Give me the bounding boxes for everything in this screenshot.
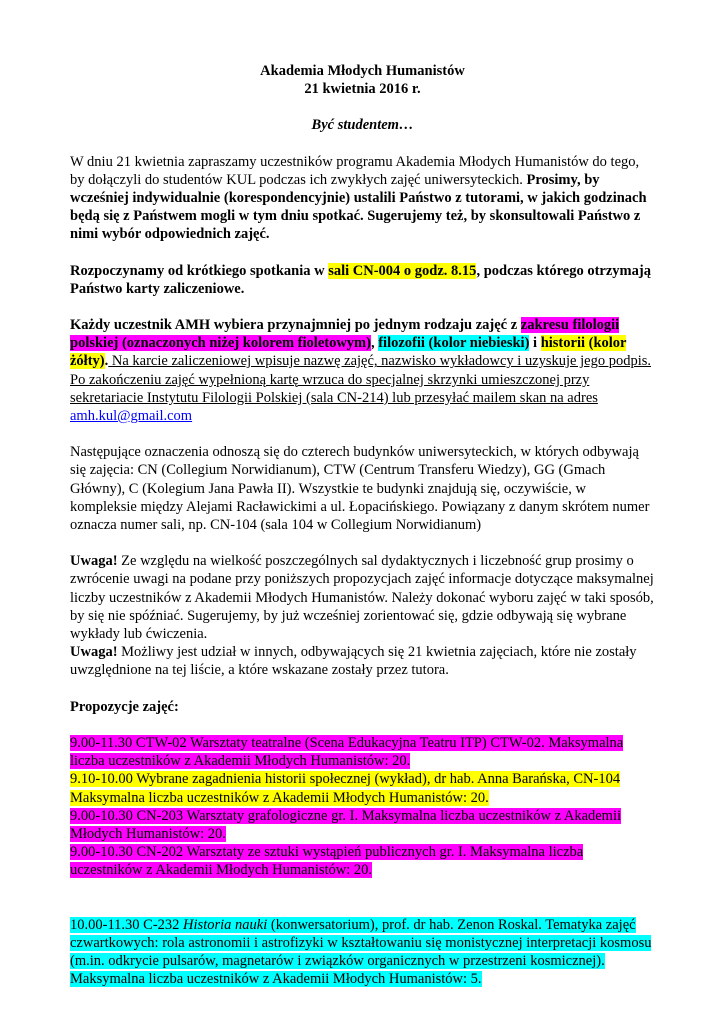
intro-text: W dniu 21 kwietnia zapraszamy uczestników programu Akademia Młodych Humanistów do tego, by dołączyli do studentów KUL podczas ich zwykłych zajęć uniwersyteckich. bbox=[70, 153, 640, 188]
proposal-item bbox=[70, 843, 655, 879]
note-paragraph-1 bbox=[70, 552, 655, 643]
document-date: 21 kwietnia 2016 r. bbox=[304, 81, 421, 98]
proposal-text: 9.00-10.30 CN-203 Warsztaty grafologiczne gr. I. Maksymalna liczba uczestników z Akademii Młodych Humanistów: 20. bbox=[70, 807, 622, 842]
note-label-2: Uwaga! bbox=[70, 644, 118, 661]
philosophy-highlight: filozofii (kolor niebieski) bbox=[378, 335, 530, 352]
history-highlight: historii (kolor żółty) bbox=[70, 335, 627, 370]
intro-paragraph bbox=[70, 153, 655, 244]
note-paragraph-2 bbox=[70, 643, 655, 679]
proposal-item bbox=[70, 807, 655, 843]
proposal-item bbox=[70, 770, 655, 806]
choice-period: . bbox=[104, 353, 109, 370]
meeting-paragraph bbox=[70, 262, 655, 298]
intro-bold-text: Prosimy, by wcześniej indywidualnie (korespondencyjnie) ustalili Państwo z tutorami, w jakich godzinach będą się z Państwem mogli w tym dniu spotkać. Sugerujemy też, by skonsultowali Państwo z nimi wybór odpowiednich zajęć. bbox=[70, 171, 647, 243]
note-text-1: Ze względu na wielkość poszczególnych sal dydaktycznych i liczebność grup prosimy o zwrócenie uwagi na podane przy poniższych propozycjach zajęć informacje dotyczące maksymalnej liczby uczestników z Akademii Młodych Humanistów. Należy dokonać wyboru zajęć w taki sposób, by się nie spóźniać. Sugerujemy, by już wcześniej zorientować się, gdzie odbywają się wybrane wykłady lub ćwiczenia. bbox=[70, 553, 654, 643]
meeting-after: , podczas którego otrzymają Państwo karty zaliczeniowe. bbox=[70, 262, 651, 297]
choice-comma: , bbox=[370, 335, 379, 352]
proposal-text: 9.10-10.00 Wybrane zagadnienia historii społecznej (wykład), dr hab. Anna Barańska, CN-104 Maksymalna liczba uczestników z Akademii Młodych Humanistów: 20. bbox=[70, 771, 621, 806]
proposals-heading: Propozycje zajęć: bbox=[70, 698, 179, 715]
proposal-item-history-of-science bbox=[70, 916, 655, 989]
proposal-text: 9.00-11.30 CTW-02 Warsztaty teatralne (Scena Edukacyjna Teatru ITP) CTW-02. Maksymalna liczba uczestników z Akademii Młodych Humanistów: 20. bbox=[70, 734, 624, 770]
document-page bbox=[70, 62, 655, 988]
choice-and: i bbox=[529, 335, 541, 352]
email-link[interactable]: amh.kul@gmail.com bbox=[70, 408, 193, 425]
choice-intro: Każdy uczestnik AMH wybiera przynajmniej po jednym rodzaju zajęć z bbox=[70, 317, 521, 334]
philology-highlight: zakresu filologii polskiej (oznaczonych niżej kolorem fioletowym) bbox=[70, 317, 620, 352]
proposal-item bbox=[70, 734, 655, 770]
proposal-prefix: 10.00-11.30 C-232 bbox=[70, 916, 184, 933]
note-label-1: Uwaga! bbox=[70, 553, 118, 570]
proposal-details: (konwersatorium), prof. dr hab. Zenon Roskal. Tematyka zajęć czwartkowych: rola astronomii i astrofizyki w kształtowaniu się monistycznej interpretacji kosmosu (m.in. odkrycie pulsarów, magnetarów i związków organicznych w przestrzeni kosmicznej). Maksymalna liczba uczestników z Akademii Młodych Humanistów: 5. bbox=[70, 916, 652, 988]
choice-paragraph bbox=[70, 316, 655, 425]
buildings-paragraph: Następujące oznaczenia odnoszą się do czterech budynków uniwersyteckich, w których odbywają się zajęcia: CN (Collegium Norwidianum), CTW (Centrum Transferu Wiedzy), GG (Gmach Główny), C (Kolegium Jana Pawła II). Wszystkie te budynki znajdują się, oczywiście, w kompleksie między Alejami Racławickimi a ul. Łopacińskiego. Powiązany z danym skrótem numer oznacza numer sali, np. CN-104 (sala 104 w Collegium Norwidianum) bbox=[70, 444, 650, 534]
document-title: Akademia Młodych Humanistów bbox=[260, 63, 465, 79]
proposal-text: 9.00-10.30 CN-202 Warsztaty ze sztuki wystąpień publicznych gr. I. Maksymalna liczba uczestników z Akademii Młodych Humanistów: 20. bbox=[70, 844, 584, 879]
proposal-list-morning bbox=[70, 734, 655, 880]
choice-instructions: Na karcie zaliczeniowej wpisuje nazwę zajęć, nazwisko wykładowcy i uzyskuje jego podpis. Po zakończeniu zajęć wypełnioną kartę wrzuca do specjalnej skrzynki umieszczonej przy sekretariacie Instytutu Filologii Polskiej (sala CN-214) lub przesyłać mailem skan na adres bbox=[70, 353, 651, 406]
proposal-course-title: Historia nauki bbox=[183, 916, 268, 933]
meeting-room-highlight: sali CN-004 o godz. 8.15 bbox=[328, 262, 477, 279]
meeting-before: Rozpoczynamy od krótkiego spotkania w bbox=[70, 262, 329, 279]
document-subtitle: Być studentem… bbox=[311, 117, 414, 134]
note-text-2: Możliwy jest udział w innych, odbywających się 21 kwietnia zajęciach, które nie zostały uwzględnione na tej liście, a które wskazane zostały przez tutora. bbox=[70, 644, 637, 679]
